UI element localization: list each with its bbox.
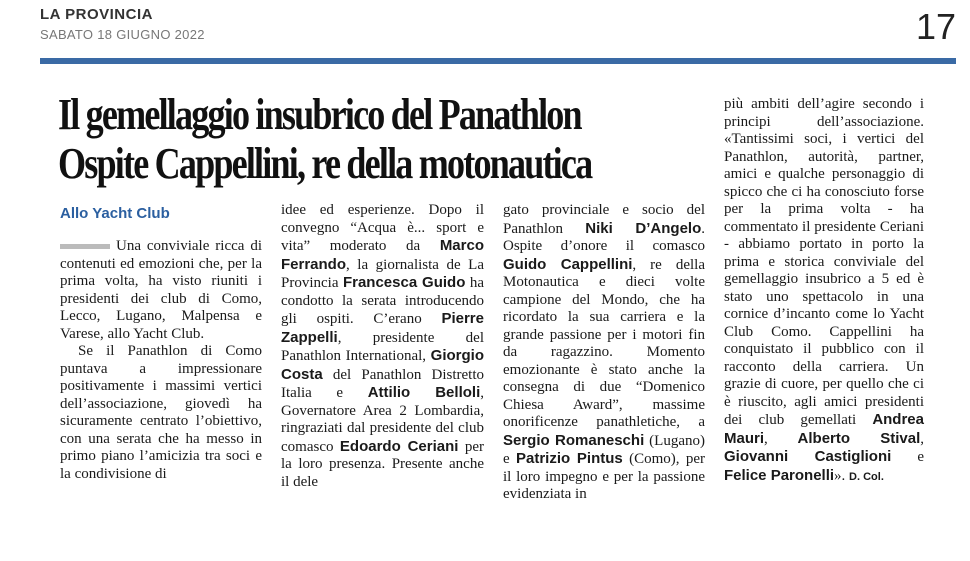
paragraph-1-text: Una conviviale ricca di contenuti ed emozioni che, per la prima volta, ha visto riuniti i presidenti dei club di Como, Lecco, Lugano, Malpensa e Varese, allo Yacht Club. [60,238,262,342]
lead-rule [60,244,110,249]
article-column-4 [724,96,924,486]
kicker: Allo Yacht Club [60,205,170,222]
person-name: Edoardo Ceriani [339,437,459,455]
text-run: idee ed esperienze. Dopo il convegno “Acqua è... sport e vita” moderato da [281,202,484,254]
column-2-text [281,202,484,491]
person-name: Attilio Belloli [367,384,481,401]
text-run: , presidente del Panathlon International, [281,329,484,364]
article-column-1 [60,238,262,483]
text-run: per la loro presenza. Presente anche il dele [281,438,485,490]
column-4-text [724,96,924,486]
person-name: Giovanni Castiglioni [724,448,892,465]
author-signature: D. Col. [849,470,884,483]
text-run: (Lugano) e [503,432,705,467]
text-run: , re della Motonautica e dieci volte campione del Mondo, che ha ricordato la sua carriera e la grande passione per i motori fin da ragazzino. Momento emozionante è stato anche la consegna di due “Domenico Chiesa Award”, massime onorificenze panathletiche, a [503,256,705,430]
headline-line-1: Il gemellaggio insubrico del Panathlon [58,90,581,139]
text-run: gato provinciale e socio del Panathlon [503,202,705,237]
person-name: Pierre Zappelli [281,310,484,346]
text-run: . Ospite d’onore il comasco [503,220,705,254]
person-name: Giorgio Costa [281,347,484,383]
person-name: Sergio Romaneschi [503,431,645,449]
column-3-text [503,202,705,504]
person-name: Andrea Mauri [724,411,924,447]
person-name: Felice Paronelli [724,466,835,484]
text-run: ha condotto la serata introducendo gli ospiti. C’erano [281,275,484,327]
text-run: , [764,430,798,447]
newspaper-name: LA PROVINCIA [40,6,153,23]
person-name: Francesca Guido [342,274,466,291]
article-column-2 [281,202,484,491]
text-run: , [920,430,925,447]
issue-date: SABATO 18 GIUGNO 2022 [40,27,205,42]
text-run: del Panathlon Distretto Italia e [281,366,484,401]
article-column-3 [503,202,705,504]
text-run: ». [834,467,850,484]
paragraph-1 [60,238,262,343]
text-run: , Governatore Area 2 Lombardia, ringraziati dal presidente del club comasco [281,385,484,455]
headline [58,90,591,188]
person-name: Guido Cappellini [503,255,633,273]
text-run: più ambiti dell’agire secondo i principi dell’associazione. «Tantissimi soci, i vertici del Panathlon, autorità, partner, amici e qualche personaggio di spicco che ci ha conosciuto forse per la prima volta - ha commentato il presidente Ceriani - abbiamo portato in porto la prima e storica conviviale del gemellaggio insubrico a 5 ed è stato uno spettacolo in una cornice d’incanto come lo Yacht Club Como. Cappellini ha conquistato il pubblico con il racconto della carriera. Un grazie di cuore, per quello che ci è riuscito, agli amici presidenti dei club gemellati [724,96,924,428]
text-run: e [891,449,924,465]
page-number: 17 [915,6,956,47]
text-run: , la giornalista de La Provincia [281,256,484,291]
person-name: Alberto Stival [797,429,921,447]
paragraph-2: Se il Panathlon di Como puntava a impressionare positivamente i massimi vertici dell’associazione, giovedì ha sicuramente centrato l’obiettivo, con una serata che ha messo in primo piano l’amicizia tra soci e la condivisione di [60,343,262,482]
person-name: Marco Ferrando [281,237,484,273]
masthead [40,6,205,42]
person-name: Niki D’Angelo [585,219,702,237]
header-rule [40,58,956,64]
person-name: Patrizio Pintus [516,450,623,467]
headline-line-2: Ospite Cappellini, re della motonautica [58,139,592,188]
text-run: (Como), per il loro impegno e per la passione evidenziata in [503,451,705,502]
